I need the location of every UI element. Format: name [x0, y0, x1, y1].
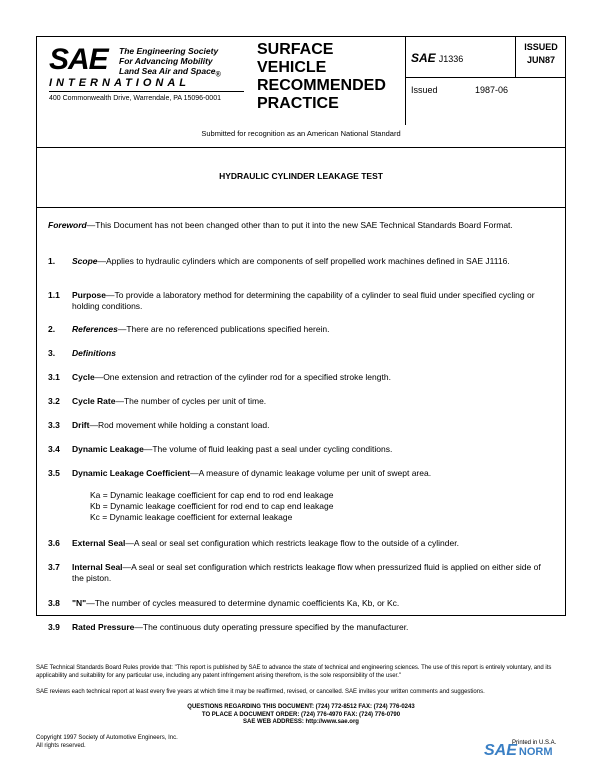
section-text: —A measure of dynamic leakage volume per unit of swept area. — [190, 468, 432, 478]
document-header — [37, 37, 565, 148]
document-title: HYDRAULIC CYLINDER LEAKAGE TEST — [219, 171, 383, 181]
title-line-3: RECOMMENDED — [257, 77, 386, 94]
section-label: References — [72, 324, 118, 334]
section-text: —Rod movement while holding a constant load. — [89, 420, 270, 430]
coefficient-item: Ka = Dynamic leakage coefficient for cap end to rod end leakage — [90, 490, 334, 500]
section-number: 3.8 — [48, 598, 60, 608]
section-text: —To provide a laboratory method for determining the capability of a cylinder to seal fluid under specified cycling or holding conditions. — [72, 290, 535, 311]
document-number — [411, 51, 463, 65]
society-line-1: The Engineering Society — [119, 46, 219, 56]
section-label: Internal Seal — [72, 562, 123, 572]
copyright-line-2: All rights reserved. — [36, 743, 86, 749]
stamp-word: NORM — [518, 746, 553, 758]
issued-label: ISSUED — [524, 42, 558, 52]
doc-number: J1336 — [438, 54, 464, 64]
section-text: —The number of cycles per unit of time. — [115, 396, 267, 406]
logo-rule — [49, 91, 244, 92]
section-body — [72, 372, 552, 383]
issued-box — [517, 41, 565, 67]
section-label: Cycle — [72, 372, 95, 382]
section-label: Drift — [72, 420, 90, 430]
section-number: 3.3 — [48, 420, 60, 430]
section-body — [72, 444, 552, 455]
section-label: Rated Pressure — [72, 622, 135, 632]
section-label: Cycle Rate — [72, 396, 116, 406]
section-label: Purpose — [72, 290, 107, 300]
society-line-3-text: Land Sea Air and Space — [119, 66, 216, 76]
sae-logo: SAE — [49, 43, 108, 76]
section-text: —Applies to hydraulic cylinders which are components of self propelled work machines defined in SAE J1116. — [97, 256, 510, 266]
section-number: 1.1 — [48, 290, 60, 300]
section-text: —The number of cycles measured to determine dynamic coefficients Ka, Kb, or Kc. — [86, 598, 400, 608]
copyright-line-1: Copyright 1997 Society of Automotive Engineers, Inc. — [36, 735, 178, 741]
coefficient-item: Kc = Dynamic leakage coefficient for external leakage — [90, 512, 293, 522]
contact-block — [36, 704, 566, 727]
stamp-mark: SAE — [484, 742, 517, 759]
coefficient-list — [90, 490, 333, 523]
section-number: 2. — [48, 324, 56, 334]
section-number: 3.1 — [48, 372, 60, 382]
section-text: —A seal or seal set configuration which restricts leakage flow to the outside of a cylinder. — [125, 538, 459, 548]
section-text: —One extension and retraction of the cylinder rod for a specified stroke length. — [94, 372, 391, 382]
section-number: 1. — [48, 256, 56, 266]
title-line-1: SURFACE — [257, 41, 334, 58]
policy-note: SAE Technical Standards Board Rules provide that: "This report is published by SAE to advance the state of technical and engineering sciences. The use of this report is entirely voluntary, and its applicability and suitability for any particular use, including any patent infringement arising therefrom, is the sole responsibility of the user." — [36, 665, 552, 679]
section-body — [72, 256, 552, 267]
ansi-submission-note: Submitted for recognition as an American National Standard — [201, 129, 401, 138]
section-number: 3.6 — [48, 538, 60, 548]
section-label: "N" — [72, 598, 87, 608]
header-divider — [405, 37, 406, 125]
header-divider — [515, 37, 516, 77]
coefficient-item: Kb = Dynamic leakage coefficient for rod end to cap end leakage — [90, 501, 334, 511]
section-body — [72, 468, 552, 479]
section-label: Definitions — [72, 348, 116, 358]
copyright — [36, 734, 178, 750]
section-body — [72, 598, 552, 609]
section-label: External Seal — [72, 538, 126, 548]
international-label: INTERNATIONAL — [49, 77, 191, 89]
section-number: 3.2 — [48, 396, 60, 406]
section-body — [72, 562, 552, 584]
sae-norm-stamp — [484, 742, 553, 760]
doc-prefix: SAE — [411, 51, 436, 65]
section-text: —There are no referenced publications specified herein. — [117, 324, 330, 334]
section-label: Dynamic Leakage — [72, 444, 144, 454]
section-number: 3.7 — [48, 562, 60, 572]
section-number: 3.5 — [48, 468, 60, 478]
title-line-4: PRACTICE — [257, 95, 339, 112]
questions-line: QUESTIONS REGARDING THIS DOCUMENT: (724) 772-8512 FAX: (724) 776-0243 — [187, 704, 415, 710]
section-number: 3. — [48, 348, 56, 358]
section-label: Dynamic Leakage Coefficient — [72, 468, 191, 478]
section-text: —A seal or seal set configuration which restricts leakage flow when pressurized fluid is applied on either side of the piston. — [72, 562, 541, 583]
title-row — [37, 147, 565, 208]
society-line-2: For Advancing Mobility — [119, 56, 213, 66]
section-body — [72, 348, 552, 359]
issued-code: JUN87 — [526, 55, 555, 65]
issued-date: 1987-06 — [475, 85, 509, 95]
society-tagline — [119, 46, 221, 80]
sae-address: 400 Commonwealth Drive, Warrendale, PA 15096-0001 — [49, 95, 221, 102]
title-line-2: VEHICLE — [257, 59, 327, 76]
section-body — [72, 324, 552, 335]
review-note: SAE reviews each technical report at least every five years at which time it may be reaffirmed, revised, or cancelled. SAE invites your written comments and suggestions. — [36, 689, 485, 695]
section-body — [72, 420, 552, 431]
printed-note: Printed in U.S.A. — [512, 740, 557, 746]
section-body — [72, 396, 552, 407]
web-address: SAE WEB ADDRESS: http://www.sae.org — [243, 719, 359, 725]
issued-text: Issued — [411, 85, 438, 95]
section-body — [72, 538, 552, 549]
section-body — [72, 622, 552, 633]
section-text: —The continuous duty operating pressure specified by the manufacturer. — [134, 622, 409, 632]
section-body — [72, 290, 552, 312]
registered-mark: ® — [215, 70, 221, 79]
section-number: 3.4 — [48, 444, 60, 454]
section-number: 3.9 — [48, 622, 60, 632]
foreword-text: —This Document has not been changed other than to put it into the new SAE Technical Standards Board Format. — [86, 220, 513, 230]
section-text: —The volume of fluid leaking past a seal under cycling conditions. — [143, 444, 393, 454]
foreword — [48, 220, 552, 231]
header-divider — [405, 77, 565, 78]
document-type-title — [257, 41, 386, 113]
section-label: Scope — [72, 256, 98, 266]
foreword-label: Foreword — [48, 220, 87, 230]
order-line: TO PLACE A DOCUMENT ORDER: (724) 776-4970 FAX: (724) 776-0790 — [201, 711, 401, 718]
